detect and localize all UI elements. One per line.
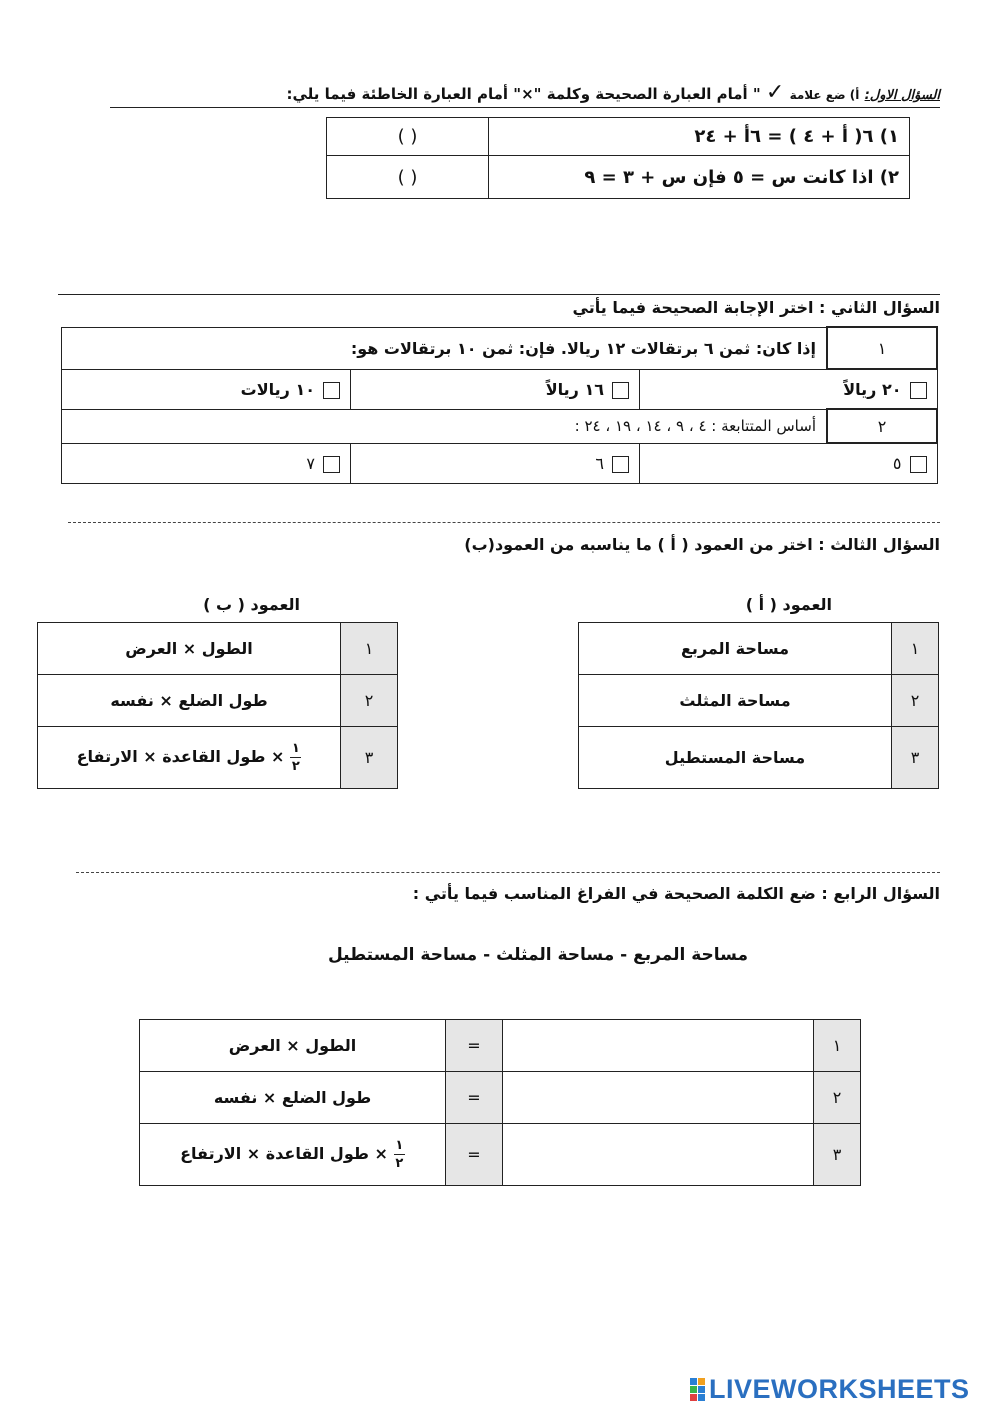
table-row xyxy=(579,675,939,727)
q4-num: ١ xyxy=(814,1020,861,1072)
table-row xyxy=(62,409,938,443)
col-a-item[interactable]: مساحة المربع xyxy=(579,623,892,675)
table-row xyxy=(327,156,910,199)
q4-formula: طول الضلع × نفسه xyxy=(140,1072,446,1124)
brand-text: LIVEWORKSHEETS xyxy=(709,1374,970,1404)
q2-table xyxy=(61,326,938,484)
table-row xyxy=(62,369,938,409)
q3-divider xyxy=(68,522,940,523)
q2-question-text: أساس المتتابعة : ٤ ، ٩ ، ١٤ ، ١٩ ، ٢٤ : xyxy=(62,409,828,443)
q1-title: السؤال الاول: xyxy=(864,88,940,103)
liveworksheets-logo[interactable] xyxy=(690,1374,970,1405)
q3-title: السؤال الثالث : اختر من العمود ( أ ) ما يناسبه من العمود(ب) xyxy=(464,535,940,554)
col-a-item[interactable]: مساحة المثلث xyxy=(579,675,892,727)
q1-answer-slot[interactable]: ( ) xyxy=(327,118,489,156)
q1-instruction: " أمام العبارة الصحيحة وكلمة "×" أمام العبارة الخاطئة فيما يلي: xyxy=(286,85,761,103)
q1-answer-slot[interactable]: ( ) xyxy=(327,156,489,199)
table-row xyxy=(62,443,938,483)
col-a-num: ٢ xyxy=(892,675,939,727)
q4-num: ٣ xyxy=(814,1124,861,1186)
liveworksheets-icon xyxy=(690,1378,705,1401)
q2-option[interactable]: ٢٠ ريالاً xyxy=(640,369,938,409)
table-row xyxy=(579,623,939,675)
col-b-item[interactable]: $\frac{١}{٢}$ × طول القاعدة × الارتفاع xyxy=(38,727,341,789)
q2-num: ١ xyxy=(827,327,937,369)
table-row xyxy=(327,118,910,156)
q4-answer-blank[interactable] xyxy=(503,1020,814,1072)
col-a-title: العمود ( أ ) xyxy=(745,595,832,614)
checkbox[interactable] xyxy=(910,456,927,473)
q1-part: أ) ضع علامة xyxy=(789,88,860,102)
col-a-item[interactable]: مساحة المستطيل xyxy=(579,727,892,789)
q4-num: ٢ xyxy=(814,1072,861,1124)
col-a-table xyxy=(578,622,939,789)
table-row xyxy=(38,623,398,675)
q4-word-bank: مساحة المربع - مساحة المثلث - مساحة المستطيل xyxy=(327,945,748,965)
fraction-half: $\frac{١}{٢}$ xyxy=(395,1138,404,1171)
q2-num: ٢ xyxy=(827,409,937,443)
table-row xyxy=(579,727,939,789)
q1-statement: ١) ٦( أ + ٤ ) = ٦أ + ٢٤ xyxy=(489,118,910,156)
q2-option[interactable]: ٦ xyxy=(351,443,640,483)
col-b-table xyxy=(37,622,398,789)
q4-title: السؤال الرابع : ضع الكلمة الصحيحة في الفراغ المناسب فيما يأتي : xyxy=(412,884,940,903)
col-b-num: ٢ xyxy=(341,675,398,727)
fraction-half: $\frac{١}{٢}$ xyxy=(291,741,300,774)
q4-formula: الطول × العرض xyxy=(140,1020,446,1072)
q2-divider xyxy=(58,294,940,295)
q2-option[interactable]: ١٠ ريالات xyxy=(62,369,351,409)
col-b-num: ٣ xyxy=(341,727,398,789)
checkbox[interactable] xyxy=(612,382,629,399)
q1-statement: ٢) اذا كانت س = ٥ فإن س + ٣ = ٩ xyxy=(489,156,910,199)
checkbox[interactable] xyxy=(910,382,927,399)
q4-eq: = xyxy=(446,1124,503,1186)
q2-option[interactable]: ١٦ ريالاً xyxy=(351,369,640,409)
q4-table xyxy=(139,1019,861,1186)
checkbox[interactable] xyxy=(323,382,340,399)
q2-option[interactable]: ٥ xyxy=(640,443,938,483)
col-b-item[interactable]: الطول × العرض xyxy=(38,623,341,675)
table-row xyxy=(140,1072,861,1124)
q4-answer-blank[interactable] xyxy=(503,1072,814,1124)
col-b-item[interactable]: طول الضلع × نفسه xyxy=(38,675,341,727)
checkbox[interactable] xyxy=(612,456,629,473)
q2-question-text: إذا كان: ثمن ٦ برتقالات ١٢ ريالا. فإن: ثمن ١٠ برتقالات هو: xyxy=(62,327,828,369)
q4-eq: = xyxy=(446,1020,503,1072)
q4-eq: = xyxy=(446,1072,503,1124)
q4-answer-blank[interactable] xyxy=(503,1124,814,1186)
q2-option[interactable]: ٧ xyxy=(62,443,351,483)
q2-title: السؤال الثاني : اختر الإجابة الصحيحة فيما يأتي xyxy=(572,298,940,317)
q4-divider xyxy=(76,872,940,873)
table-row xyxy=(140,1124,861,1186)
col-b-num: ١ xyxy=(341,623,398,675)
col-a-num: ٣ xyxy=(892,727,939,789)
checkbox[interactable] xyxy=(323,456,340,473)
table-row xyxy=(38,727,398,789)
q4-formula: $\frac{١}{٢}$ × طول القاعدة × الارتفاع xyxy=(140,1124,446,1186)
table-row xyxy=(38,675,398,727)
col-a-num: ١ xyxy=(892,623,939,675)
table-row xyxy=(140,1020,861,1072)
q1-header xyxy=(110,80,940,108)
table-row xyxy=(62,327,938,369)
check-mark-icon: ✓ xyxy=(765,80,785,105)
col-b-title: العمود ( ب ) xyxy=(203,595,300,614)
q1-table xyxy=(326,117,910,199)
